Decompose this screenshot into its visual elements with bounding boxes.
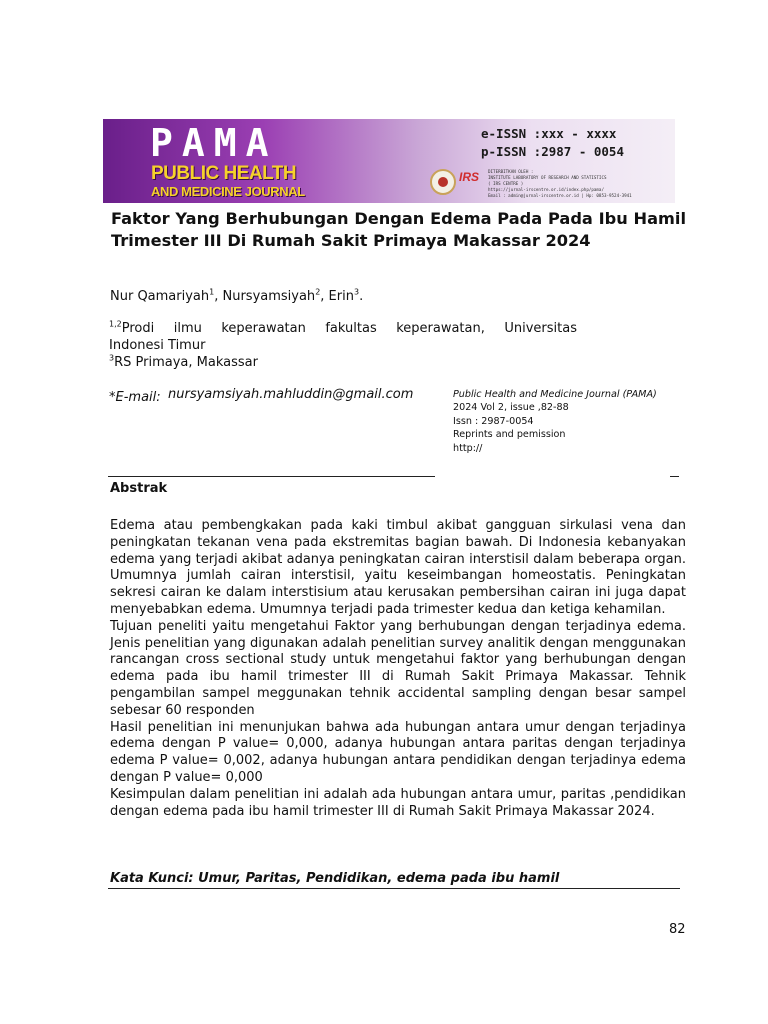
abstract-heading: Abstrak <box>110 481 168 496</box>
journal-banner <box>103 119 675 203</box>
publisher-info <box>488 169 670 199</box>
abstract-paragraph: Kesimpulan dalam penelitian ini adalah ada hubungan antara umur, paritas ,pendidikan dengan edema pada ibu hamil trimester III di Rumah Sakit Primaya Makassar 2024. <box>110 786 686 819</box>
email-link[interactable]: nursyamsiyah.mahluddin@gmail.com <box>168 387 414 402</box>
author-name: Erin <box>328 289 354 304</box>
affiliation-line <box>109 354 577 371</box>
author-list <box>110 288 363 306</box>
divider <box>670 476 679 477</box>
issn-line: Issn : 2987-0054 <box>453 415 534 427</box>
abstract-paragraph: Edema atau pembengkakan pada kaki timbul akibat gangguan sirkulasi vena dan peningkatan tekanan vena pada ekstremitas bagian bawah. Di Indonesia kebanyakan edema yang terjadi akibat adanya peningkatan cairan interstisil dalam beberapa organ. Umumnya jumlah cairan interstisil, yaitu keseimbangan homeostatis. Peningkatan sekresi cairan ke dalam interstisium atau kerusakan pembersihan cairan ini juga dapat menyebabkan edema. Umumnya terjadi pada trimester kedua dan ketiga kehamilan. <box>110 518 686 617</box>
keywords: Kata Kunci: Umur, Paritas, Pendidikan, edema pada ibu hamil <box>110 871 560 886</box>
publisher-line: https://jurnal-irscentre.or.id/index.php/pama/ <box>488 187 604 192</box>
publisher-logo: IRS <box>459 170 480 184</box>
affiliation-superscript: 1,2 <box>109 319 122 329</box>
publisher-line: Email : admin@jurnal-irscentre.or.id | Hp: 0853-9524-3941 <box>488 193 632 198</box>
author-name: Nursyamsiyah <box>222 289 316 304</box>
publisher-seal-icon <box>430 169 456 195</box>
journal-subtitle-line1: PUBLIC HEALTH <box>151 163 297 184</box>
affiliation-text: RS Primaya, Makassar <box>114 355 258 370</box>
e-issn: e-ISSN :xxx - xxxx <box>481 126 617 141</box>
abstract-body <box>110 518 686 820</box>
affiliations <box>109 320 577 371</box>
author-superscript: 3 <box>353 287 360 297</box>
page-number: 82 <box>669 922 686 937</box>
article-title: Faktor Yang Berhubungan Dengan Edema Pada Pada Ibu Hamil Trimester III Di Rumah Sakit Primaya Makassar 2024 <box>111 209 686 250</box>
abstract-paragraph: Tujuan peneliti yaitu mengetahui Faktor yang berhubungan dengan terjadinya edema. Jenis penelitian yang digunakan adalah penelitian survey analitik dengan menggunakan rancangan cross sectional study untuk mengetahui faktor yang berhubungan dengan edema pada ibu hamil trimester III di Rumah Sakit Primaya Makassar. Tehnik pengambilan sampel meggunakan tehnik accidental sampling dengan besar sampel sebesar 60 responden <box>110 618 686 718</box>
p-issn: p-ISSN :2987 - 0054 <box>481 144 624 159</box>
author-separator: , <box>320 289 329 304</box>
journal-subtitle-line2: AND MEDICINE JOURNAL <box>151 184 305 199</box>
author-name: Nur Qamariyah <box>110 289 210 304</box>
affiliation-superscript: 3 <box>109 353 115 363</box>
publisher-line: DITERBITKAN OLEH : <box>488 169 534 174</box>
affiliation-text: Prodi ilmu keperawatan fakultas keperawatan, Universitas <box>121 321 577 336</box>
abstract-paragraph: Hasil penelitian ini menunjukan bahwa ada hubungan antara umur dengan terjadinya edema dengan P value= 0,000, adanya hubungan antara paritas dengan terjadinya edema P value= 0,002, adanya hubungan antara pendidikan dengan terjadinya edema dengan P value= 0,000 <box>110 719 686 785</box>
author-separator: . <box>359 289 364 304</box>
publisher-line: ( IRS CENTRE ) <box>488 181 524 186</box>
publication-info <box>453 388 683 455</box>
email-label: *E-mail: <box>109 390 161 405</box>
divider <box>108 476 435 477</box>
reprints-line: Reprints and pemission <box>453 429 566 441</box>
url-link[interactable]: http:// <box>453 442 483 454</box>
publisher-line: INSTITUTE LABORATORY OF RESEARCH AND STATISTICS <box>488 175 607 180</box>
affiliation-line: Indonesi Timur <box>109 338 206 353</box>
author-superscript: 1 <box>209 287 215 297</box>
author-separator: , <box>214 289 223 304</box>
volume-issue: 2024 Vol 2, issue ,82-88 <box>453 402 569 414</box>
divider <box>108 888 680 889</box>
affiliation-line <box>109 320 577 337</box>
journal-name: Public Health and Medicine Journal (PAMA) <box>453 389 657 400</box>
author-superscript: 2 <box>315 287 321 297</box>
journal-brand: PAMA <box>150 121 278 165</box>
